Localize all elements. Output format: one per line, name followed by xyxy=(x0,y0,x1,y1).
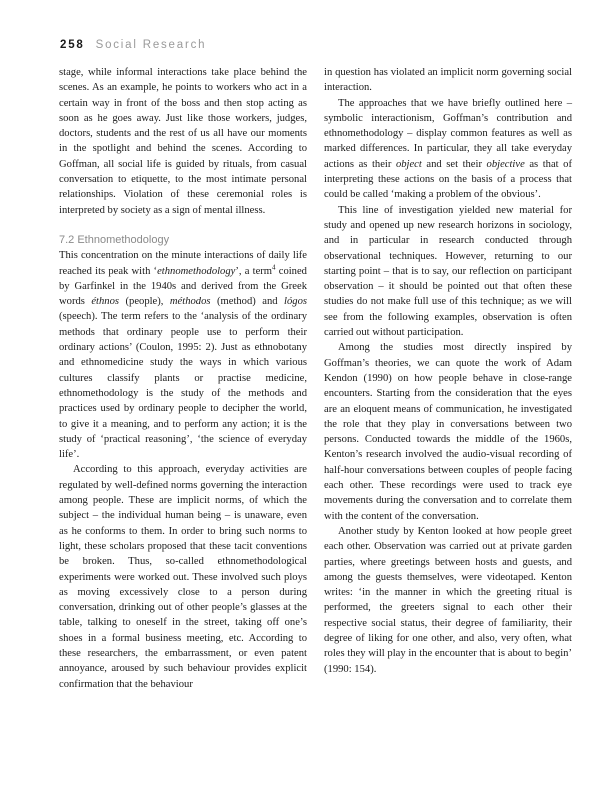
running-title: Social Research xyxy=(95,39,207,51)
paragraph: stage, while informal interactions take place behind the scenes. As an example, he points to workers who act in a certain way in front of the boss and then stop acting as soon as he goes away. Just like those workers, judges, doctors, students and the rest of us all have our moments in the spotlight and behind the scenes. According to Goffman, all social life is guided by rituals, from casual conversation to etiquette, to the most intimate personal relationships. Violation of these ceremonial roles is interpreted by society as a sign of mental illness. xyxy=(59,67,307,216)
paragraph: According to this approach, everyday activities are regulated by well-defined norms governing the interaction among people. These are implicit norms, of which the subject – the individual human being – is unaware, even as he conforms to them. In order to bring such norms to light, these scholars proposed that these tacit conventions be broken. Thus, so-called ethnomethodological experiments were worked out. These involved such ploys as moving excessively close to a person during conversation, drinking out of other people’s glasses at the table, talking to oneself in the street, taking off one’s shoes in a formal business meeting, etc. According to these researchers, the embarrassment, or even patent annoyance, aroused by such behaviour provides explicit confirmation that the behaviour xyxy=(59,464,307,690)
footnote-marker: 4 xyxy=(272,263,276,272)
paragraph: in question has violated an implicit norm governing social interaction. xyxy=(324,67,572,94)
paragraph: The approaches that we have briefly outlined here – symbolic interactionism, Goffman’s contribution and ethnomethodology – display common features as well as marked differences. In particular, they all take everyday actions as their object and set their objective as that of interpreting these actions on the basis of a process that could be called ‘making a problem of the obvious’. xyxy=(324,97,572,201)
running-head xyxy=(60,39,206,51)
page-number: 258 xyxy=(60,39,85,51)
right-column xyxy=(324,65,572,677)
paragraph: This line of investigation yielded new material for study and opened up new research horizons in sociology, and in particular in research conducted through observational techniques. However, returning to our starting point – that is to say, our reflection on participant observation – it should be pointed out that often these studies do not make full use of this technique; as we will see from the following examples, observation is often carried out without participation. xyxy=(324,204,572,339)
paragraph: Among the studies most directly inspired by Goffman’s theories, we can quote the work of Adam Kendon (1990) on how people behave in close-range encounters. Starting from the consideration that the eyes are an eloquent means of communication, he investigated the role that they play in conversations between two persons. Conducted towards the middle of the 1960s, Kenton’s research involved the audio-visual recording of half-hour conversations between couples of people facing each other. These recordings were used to track eye movements during the conversation and to correlate them with the content of the conversation. xyxy=(324,342,572,522)
paragraph: This concentration on the minute interactions of daily life reached its peak with ‘ethnomethodology’, a term$^4$ coined by Garfinkel in the 1940s and derived from the Greek words éthnos (people), méthodos (method) and lógos (speech). The term refers to the ‘analysis of the ordinary methods that ordinary people use to perform their ordinary actions’ (Coulon, 1995: 2). Just as ethnobotany and ethnomedicine study the ways in which various cultures classify plants or practise medicine, ethnomethodology is the study of the methods and practices used by ordinary people to decipher the world, to give it a meaning, and to perform any action; it is the study of ‘practical reasoning’, ‘the science of everyday life’. xyxy=(59,250,307,461)
paragraph: Another study by Kenton looked at how people greet each other. Observation was carried out at private garden parties, where greetings between hosts and guests, and among the guests themselves, were videotaped. Kenton writes: ‘in the manner in which the greeting ritual is performed, the greeters signal to each other their respective social status, their degree of familiarity, their degree of liking for one other, and also, very often, what roles they will play in the encounter that is about to begin’ (1990: 154). xyxy=(324,525,572,675)
left-column xyxy=(59,65,307,692)
section-heading: 7.2 Ethnomethodology xyxy=(59,233,170,246)
